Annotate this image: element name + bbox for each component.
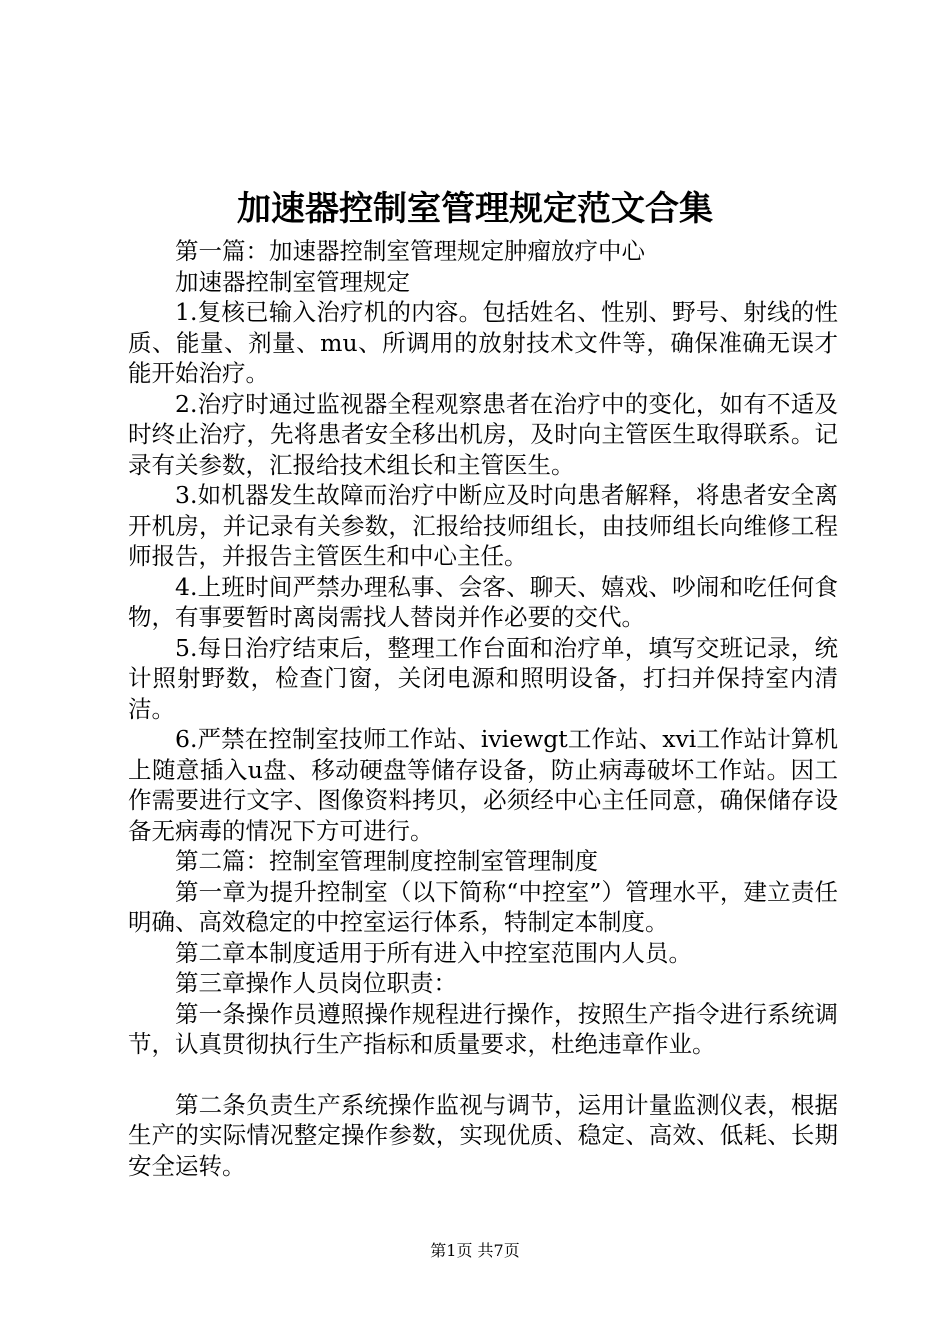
chapter-2: 第二章本制度适用于所有进入中控室范围内人员。	[175, 938, 692, 967]
heading-part-two: 第二篇：控制室管理制度控制室管理制度	[175, 847, 598, 875]
rule-item-4: 4.上班时间严禁办理私事、会客、聊天、嬉戏、吵闹和吃任何食物，有事要暂时离岗需找人替岗并作必要的交代。	[128, 572, 838, 631]
rule-item-2: 2.治疗时通过监视器全程观察患者在治疗中的变化，如有不适及时终止治疗，先将患者安全移出机房，及时向主管医生取得联系。记录有关参数，汇报给技术组长和主管医生。	[128, 389, 838, 479]
article-2: 第二条负责生产系统操作监视与调节，运用计量监测仪表，根据生产的实际情况整定操作参数，实现优质、稳定、高效、低耗、长期安全运转。	[128, 1090, 838, 1180]
article-1: 第一条操作员遵照操作规程进行操作，按照生产指令进行系统调节，认真贯彻执行生产指标和质量要求，杜绝违章作业。	[128, 999, 838, 1058]
page-footer: 第1页 共7页	[430, 1241, 520, 1260]
rule-item-6: 6.严禁在控制室技师工作站、iviewgt工作站、xvi工作站计算机上随意插入u盘、移动硬盘等储存设备，防止病毒破坏工作站。因工作需要进行文字、图像资料拷贝，必须经中心主任同意，确保储存设备无病毒的情况下方可进行。	[128, 725, 838, 845]
subheading-rules: 加速器控制室管理规定	[175, 267, 410, 296]
chapter-1: 第一章为提升控制室（以下简称“中控室”）管理水平，建立责任明确、高效稳定的中控室运行体系，特制定本制度。	[128, 877, 838, 936]
rule-item-3: 3.如机器发生故障而治疗中断应及时向患者解释，将患者安全离开机房，并记录有关参数，汇报给技师组长，由技师组长向维修工程师报告，并报告主管医生和中心主任。	[128, 481, 838, 570]
heading-part-one: 第一篇：加速器控制室管理规定肿瘤放疗中心	[175, 237, 645, 265]
rule-item-5: 5.每日治疗结束后，整理工作台面和治疗单，填写交班记录，统计照射野数，检查门窗，关闭电源和照明设备，打扫并保持室内清洁。	[128, 633, 838, 723]
rule-item-1: 1.复核已输入治疗机的内容。包括姓名、性别、野号、射线的性质、能量、剂量、mu、所调用的放射技术文件等，确保准确无误才能开始治疗。	[128, 298, 838, 387]
document-title: 加速器控制室管理规定范文合集	[237, 189, 713, 229]
document-body	[128, 236, 838, 1181]
chapter-3: 第三章操作人员岗位职责：	[175, 969, 457, 997]
